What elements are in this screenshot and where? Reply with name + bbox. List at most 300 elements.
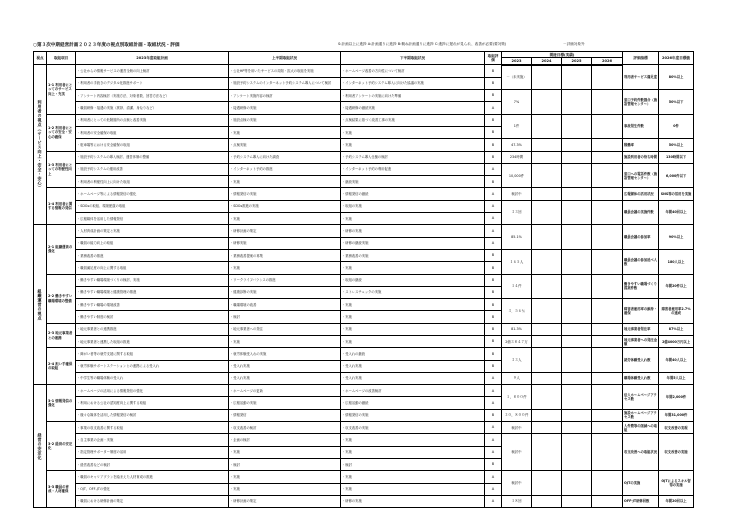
first-half-cell: ・実施 [229, 471, 341, 483]
evaluation-cell: B [485, 114, 502, 126]
value-2026-cell [592, 434, 623, 471]
first-half-cell: ・情報発信 [229, 409, 341, 421]
value-2026-cell [592, 90, 623, 115]
plan-cell: ・職員満足度の向上に関する取組 [76, 262, 229, 274]
metric-cell: 事故発生件数 [623, 114, 659, 139]
target-cell: SNS等の活用を実施 [659, 188, 694, 200]
value-2024-cell [532, 65, 562, 90]
first-half-cell: ・研修実施 [229, 237, 341, 249]
header-indicator-group: 間接目標(実績) [502, 52, 623, 58]
plan-cell: ・働きやすい職場環境づくりの検討、実施 [76, 274, 229, 286]
value-2023-cell: 検討中 [502, 188, 532, 200]
value-2026-cell [592, 336, 623, 348]
value-2025-cell [562, 299, 592, 324]
value-2024-cell [532, 385, 562, 410]
plan-cell: ・SDGsの取組、環境配慮の取組 [76, 200, 229, 212]
second-half-cell: ・実施 [341, 446, 485, 458]
first-half-cell: ・受入れ実施 [229, 360, 341, 372]
table-row [34, 348, 694, 360]
value-2023-cell: 検討中 [502, 434, 532, 471]
target-cell: 年間40回以上 [659, 200, 694, 225]
first-half-cell: ・実施 [229, 336, 341, 348]
target-cell: 80%以上 [659, 65, 694, 90]
second-half-cell: ・実施 [341, 139, 485, 151]
value-2025-cell [562, 151, 592, 163]
plan-cell: ・アンケート内容検討（実施方法、対象者数、回答方法など） [76, 90, 229, 102]
evaluation-cell: B [485, 139, 502, 151]
value-2026-cell [592, 249, 623, 274]
table-row [34, 299, 694, 311]
plan-cell: ・職員の能力向上の取組 [76, 237, 229, 249]
first-half-cell: ・検討 [229, 311, 341, 323]
value-2025-cell [562, 434, 592, 471]
second-half-cell: ・予約システム導入仕様の検討 [341, 151, 485, 163]
metric-cell: 施設ホームページアクセス数 [623, 409, 659, 421]
table-row [34, 471, 694, 483]
table-row [34, 163, 694, 175]
plan-cell: ・利用における公社の認知度向上に関する取組 [76, 397, 229, 409]
table-row [34, 139, 694, 151]
item-cell: 2-2 働きやすい職場環境の整備 [47, 274, 76, 323]
evaluation-cell: B [485, 360, 502, 372]
value-2024-cell [532, 495, 562, 507]
value-2026-cell [592, 372, 623, 384]
second-half-cell: ・実施 [341, 262, 485, 274]
first-half-cell: ・職場環境の改善 [229, 299, 341, 311]
item-cell: 3-2 経営の安定化 [47, 422, 76, 471]
value-2025-cell [562, 495, 592, 507]
table-row [34, 200, 694, 212]
value-2026-cell [592, 225, 623, 250]
second-half-cell: ・実施 [341, 311, 485, 323]
plan-cell: ・経営改善などの検討 [76, 458, 229, 470]
header-second-half: 下半期取組状況 [341, 52, 485, 65]
first-half-cell: ・公社HP等を用いたサービスの周知・拡大の取組を実施 [229, 65, 341, 77]
first-half-cell: ・検討 [229, 458, 341, 470]
value-2025-cell [562, 65, 592, 90]
second-half-cell: ・研修の継続実施 [341, 237, 485, 249]
first-half-cell: ・SDGs推進の実施 [229, 200, 341, 212]
table-row [34, 249, 694, 261]
first-half-cell: ・就労体験受入れの実施 [229, 348, 341, 360]
value-2026-cell [592, 200, 623, 225]
value-2025-cell [562, 385, 592, 410]
metric-cell: 人件費等の削減への取組 [623, 422, 659, 434]
evaluation-cell: B [485, 151, 502, 163]
value-2025-cell [562, 336, 592, 348]
header-year-2024: 2024 [532, 58, 562, 65]
header-perspective: 視点 [34, 52, 47, 65]
metric-cell: 就労体験受入れ数 [623, 348, 659, 373]
evaluation-cell: A [485, 213, 502, 225]
table-row [34, 90, 694, 102]
target-cell: 50%以下 [659, 90, 694, 115]
metric-cell: 施設利用者の待ち時間 [623, 151, 659, 163]
second-half-cell: ・実施 [341, 336, 485, 348]
evaluation-cell: B [485, 299, 502, 311]
value-2024-cell [532, 163, 562, 188]
evaluation-cell: B [485, 77, 502, 89]
evaluation-cell: A [485, 483, 502, 495]
first-half-cell: ・ホームページの更新 [229, 385, 341, 397]
value-2023-cell: 234時間 [502, 151, 532, 163]
value-2026-cell [592, 163, 623, 188]
plan-cell: ・公社からの情報サービスの運営全般の向上検討 [76, 65, 229, 77]
first-half-cell: ・ワークライフバランスの推進 [229, 274, 341, 286]
plan-cell: ・障がい者等の就労支援に関する取組 [76, 348, 229, 360]
value-2023-cell: ３．５６％ [502, 299, 532, 324]
first-half-cell: ・企画の検討 [229, 434, 341, 446]
metric-cell: 稼働率 [623, 139, 659, 151]
value-2026-cell [592, 299, 623, 324]
plan-cell: ・利用者の安全確保の取組 [76, 126, 229, 138]
second-half-cell: ・実施 [341, 126, 485, 138]
second-half-cell: ・継続実施 [341, 176, 485, 188]
value-2024-cell [532, 348, 562, 373]
header-year-2023: 2023 [502, 58, 532, 65]
first-half-cell: ・研修計画の策定 [229, 495, 341, 507]
evaluation-cell: B [485, 274, 502, 286]
table-row [34, 65, 694, 77]
first-half-cell: ・実施 [229, 176, 341, 188]
item-cell: 1-1 利用者にとってのサービス向上・充実 [47, 65, 76, 114]
evaluation-cell: A [485, 102, 502, 114]
target-cell: 87%以上 [659, 323, 694, 335]
metric-cell: 地元事業者発注率 [623, 323, 659, 335]
plan-cell: ・職員のキャリアプランを踏まえた人材育成の推進 [76, 471, 229, 483]
first-half-cell: ・広報活動の実施 [229, 397, 341, 409]
second-half-cell: ・受入れの継続 [341, 348, 485, 360]
value-2026-cell [592, 471, 623, 496]
value-2023-cell: １４件 [502, 274, 532, 299]
first-half-cell: ・受入れ実施 [229, 372, 341, 384]
first-half-cell: ・接遇研修の実施 [229, 102, 341, 114]
second-half-cell: ・点検結果に基づく改善工事の実施 [341, 114, 485, 126]
value-2023-cell: ３３人 [502, 348, 532, 373]
value-2024-cell [532, 299, 562, 324]
value-2026-cell [592, 274, 623, 299]
value-2023-cell: ３０，８００件 [502, 409, 532, 421]
plan-cell: ・人材育成計画の策定と実施 [76, 225, 229, 237]
header-item: 取組項目 [47, 52, 76, 65]
plan-cell: ・利用者の利便性向上に向けた取組 [76, 176, 229, 188]
value-2026-cell [592, 348, 623, 373]
metric-cell: 障害者雇用率の維持・確保 [623, 299, 659, 324]
value-2023-cell: １６５人 [502, 249, 532, 274]
metric-cell: 地元事業者への発注金額 [623, 336, 659, 348]
value-2024-cell [532, 336, 562, 348]
table-row [34, 323, 694, 335]
value-2023-cell: 85.1% [502, 225, 532, 250]
evaluation-cell: B [485, 458, 502, 470]
item-cell: 1-4 利用者に関する情報の発信 [47, 188, 76, 225]
second-half-cell: ・ストレスチェックの実施 [341, 286, 485, 298]
evaluation-cell: B [485, 176, 502, 188]
metric-cell: 職員会議の参加延べ人数 [623, 249, 659, 274]
evaluation-cell: A [485, 422, 502, 434]
item-cell: 1-2 利用者にとっての安全・安心の確保 [47, 114, 76, 151]
first-half-cell: ・点検実施 [229, 139, 341, 151]
second-half-cell: ・受入れ実施 [341, 360, 485, 372]
value-2024-cell [532, 225, 562, 250]
plan-cell: ・就労体験サポートステーションとの連携による受入れ [76, 360, 229, 372]
plan-cell: ・指定管理サポーター制度の活用 [76, 446, 229, 458]
value-2026-cell [592, 495, 623, 507]
plan-cell: ・利用者にとっての危険箇所の点検と改善実施 [76, 114, 229, 126]
plan-cell: ・OJT、OFF-JTの強化 [76, 483, 229, 495]
value-2025-cell [562, 163, 592, 188]
evaluation-table [33, 51, 694, 508]
value-2025-cell [562, 372, 592, 384]
target-cell: 年間40人以上 [659, 348, 694, 373]
value-2026-cell [592, 188, 623, 200]
first-half-cell: ・業務改善提案の募集 [229, 249, 341, 261]
metric-cell: 働きやすい職場づくり提案件数 [623, 274, 659, 299]
target-cell: 0件 [659, 114, 694, 139]
value-2025-cell [562, 409, 592, 421]
no-evaluation-note: －評価対象外 [563, 42, 585, 46]
plan-cell: ・地元事業者と連携した取組の推進 [76, 336, 229, 348]
value-2025-cell [562, 225, 592, 250]
value-2023-cell: １８回 [502, 495, 532, 507]
evaluation-cell: B [485, 348, 502, 360]
value-2023-cell: ３３回 [502, 200, 532, 225]
evaluation-cell: A [485, 495, 502, 507]
metric-cell: 職場体験受入れ数 [623, 372, 659, 384]
value-2024-cell [532, 249, 562, 274]
item-cell: 2-4 担い手確保の取組 [47, 348, 76, 385]
plan-cell: ・地元事業者との連携推進 [76, 323, 229, 335]
value-2025-cell [562, 323, 592, 335]
header-plan: 2023年度取組計画 [76, 52, 229, 65]
target-cell: 年間20件以上 [659, 274, 694, 299]
metric-cell: OFF-JT研修回数 [623, 495, 659, 507]
second-half-cell: ・実施 [341, 434, 485, 446]
evaluation-cell: A [485, 385, 502, 397]
header-metric: 評価指標 [623, 52, 659, 65]
second-half-cell: ・実施 [341, 213, 485, 225]
second-half-cell: ・受入れ実施 [341, 372, 485, 384]
second-half-cell: ・実施 [341, 299, 485, 311]
evaluation-cell: A [485, 237, 502, 249]
value-2025-cell [562, 139, 592, 151]
value-2024-cell [532, 323, 562, 335]
value-2024-cell [532, 274, 562, 299]
target-cell: 130時間以下 [659, 151, 694, 163]
plan-cell: ・中学生等の職場体験の受入れ [76, 372, 229, 384]
value-2025-cell [562, 200, 592, 225]
second-half-cell: ・接遇研修の継続実施 [341, 102, 485, 114]
value-2023-cell: 1件 [502, 114, 532, 139]
table-row [34, 372, 694, 384]
value-2024-cell [532, 151, 562, 163]
evaluation-cell: A [485, 372, 502, 384]
target-cell: 180人以上 [659, 249, 694, 274]
evaluation-cell: A [485, 471, 502, 483]
second-half-cell: ・インターネット予約の利用促進 [341, 163, 485, 175]
table-row [34, 409, 694, 421]
plan-cell: ・働きやすい制度の検討 [76, 311, 229, 323]
plan-cell: ・様々な媒体を活用した情報発信の検討 [76, 409, 229, 421]
value-2026-cell [592, 139, 623, 151]
perspective-cell: 利用者の視点（サービス向上・安全・安心） [34, 65, 47, 225]
plan-cell: ・利用者の手続きのデジタル化推進サポート [76, 77, 229, 89]
value-2025-cell [562, 188, 592, 200]
first-half-cell: ・地元事業者への発注 [229, 323, 341, 335]
target-cell: OJTによるスキル習得の実施 [659, 471, 694, 496]
table-row [34, 114, 694, 126]
evaluation-cell: B [485, 323, 502, 335]
plan-cell: ・広報媒体を活用した情報発信 [76, 213, 229, 225]
header-evaluation: 取組評価 [485, 52, 502, 65]
plan-cell: ・ホームページの活用による情報発信の強化 [76, 385, 229, 397]
header-target: 2026年度目標値 [659, 52, 694, 65]
metric-cell: 窓口への電話件数（施設管理センター） [623, 163, 659, 188]
evaluation-cell: A [485, 397, 502, 409]
second-half-cell: ・利用者アンケートの実施に向けた準備 [341, 90, 485, 102]
metric-cell: 職員会議の実施件数 [623, 200, 659, 225]
second-half-cell: ・情報発信の継続 [341, 188, 485, 200]
value-2026-cell [592, 409, 623, 421]
second-half-cell: ・インターネット予約システム導入に向けた協議の実施 [341, 77, 485, 89]
evaluation-cell: B [485, 409, 502, 421]
metric-cell: 利用者サービス満足度 [623, 65, 659, 90]
value-2024-cell [532, 422, 562, 434]
header-year-2026: 2026 [592, 58, 623, 65]
evaluation-cell: A [485, 188, 502, 200]
value-2023-cell: －（未実施） [502, 65, 532, 90]
metric-cell: 窓口予約件数割合（施設管理センター） [623, 90, 659, 115]
table-row [34, 434, 694, 446]
target-cell: 年間5人以上 [659, 372, 694, 384]
target-cell: 収支改善の実現 [659, 422, 694, 434]
second-half-cell: ・取組の継続 [341, 274, 485, 286]
plan-cell: ・働きやすい職場の環境改善 [76, 299, 229, 311]
second-half-cell: ・業務改善の実施 [341, 249, 485, 261]
second-half-cell: ・実施 [341, 483, 485, 495]
target-cell: 6,000件以下 [659, 163, 694, 188]
plan-cell: ・事業の収支改善に関する取組 [76, 422, 229, 434]
item-cell: 2-1 組織運営の強化 [47, 225, 76, 274]
first-half-cell: ・研修計画の策定 [229, 225, 341, 237]
target-cell: 障害者雇用率2.7%の達成 [659, 299, 694, 324]
target-cell: 年間31,000件 [659, 409, 694, 421]
document-title: ○第３次中期経営計画２０２３年度の視点別取組計画・取組状況・評価 [33, 43, 180, 48]
value-2025-cell [562, 348, 592, 373]
plan-cell: ・働きやすい職場環境と健康管理の推進 [76, 286, 229, 298]
first-half-cell: ・施設予約システムのインターネット予約システム導入について検討 [229, 77, 341, 89]
value-2023-cell: 2億３８４７万 [502, 336, 532, 348]
metric-cell: 職員会議の参加率 [623, 225, 659, 250]
value-2025-cell [562, 90, 592, 115]
value-2024-cell [532, 409, 562, 421]
target-cell: 50%以上 [659, 139, 694, 151]
value-2026-cell [592, 151, 623, 163]
item-cell: 1-3 利用者にとっての利便性向上 [47, 151, 76, 188]
table-row [34, 385, 694, 397]
value-2024-cell [532, 90, 562, 115]
table-row [34, 495, 694, 507]
first-half-cell: ・実施 [229, 446, 341, 458]
evaluation-cell: A [485, 446, 502, 458]
plan-cell: ・施設予約システムの運用改善 [76, 163, 229, 175]
target-cell: 90%以上 [659, 225, 694, 250]
evaluation-cell: B [485, 311, 502, 323]
table-row [34, 188, 694, 200]
metric-cell: 収支改善への取組状況 [623, 434, 659, 471]
first-half-cell: ・情報発信の実施 [229, 188, 341, 200]
perspective-cell: 経営の安定化 [34, 385, 47, 508]
evaluation-cell: B [485, 126, 502, 138]
plan-cell: ・業務改善の推進 [76, 249, 229, 261]
plan-cell: ・施設予約システムの導入検討、運営体制の整備 [76, 151, 229, 163]
perspective-cell: 組織運営の視点 [34, 225, 47, 385]
table-row [34, 151, 694, 163]
value-2023-cell: 47.3% [502, 139, 532, 151]
value-2024-cell [532, 471, 562, 496]
table-row [34, 225, 694, 237]
second-half-cell: ・研修の実施 [341, 495, 485, 507]
plan-cell: ・駐車場等における安全確保の取組 [76, 139, 229, 151]
value-2025-cell [562, 114, 592, 139]
second-half-cell: ・取組の実施 [341, 200, 485, 212]
evaluation-cell: B [485, 336, 502, 348]
header-year-2025: 2025 [562, 58, 592, 65]
target-cell: 年間2,000件 [659, 385, 694, 410]
value-2024-cell [532, 114, 562, 139]
second-half-cell: ・収支改善の実施 [341, 422, 485, 434]
first-half-cell: ・実施 [229, 483, 341, 495]
value-2026-cell [592, 65, 623, 90]
item-cell: 3-1 情報発信の強化 [47, 385, 76, 422]
value-2024-cell [532, 139, 562, 151]
value-2023-cell: １，８００件 [502, 385, 532, 410]
second-half-cell: ・ホームページの改善検討 [341, 385, 485, 397]
target-cell: 年間20回以上 [659, 495, 694, 507]
evaluation-cell: B [485, 286, 502, 298]
first-half-cell: ・実施 [229, 213, 341, 225]
table-body [34, 65, 694, 508]
value-2025-cell [562, 274, 592, 299]
value-2024-cell [532, 434, 562, 471]
value-2023-cell: 81.3% [502, 323, 532, 335]
item-cell: 3-3 職員の育成・人材確保 [47, 471, 76, 508]
value-2023-cell: ９人 [502, 372, 532, 384]
evaluation-cell: A [485, 225, 502, 237]
value-2024-cell [532, 200, 562, 225]
evaluation-legend: S:計画以上に進捗 A:計画通りに進捗 B:概ね計画通りに進捗 C:進捗に遅れが見られ、改善が必要(要対策) [338, 42, 507, 46]
value-2023-cell: 10,000件 [502, 163, 532, 188]
second-half-cell: ・実施 [341, 323, 485, 335]
first-half-cell: ・アンケート実施内容の検討 [229, 90, 341, 102]
table-row [34, 422, 694, 434]
metric-cell: 法人ホームページアクセス数 [623, 385, 659, 410]
value-2023-cell: 検討中 [502, 422, 532, 434]
target-cell: 収支改善の実施 [659, 434, 694, 471]
value-2024-cell [532, 188, 562, 200]
value-2024-cell [532, 372, 562, 384]
evaluation-cell: B [485, 262, 502, 274]
second-half-cell: ・実施 [341, 471, 485, 483]
second-half-cell: ・検討 [341, 458, 485, 470]
value-2023-cell: 検討中 [502, 471, 532, 496]
second-half-cell: ・広報活動の継続 [341, 397, 485, 409]
value-2026-cell [592, 114, 623, 139]
second-half-cell: ・ホームページ改善の方向性について検討 [341, 65, 485, 77]
value-2026-cell [592, 323, 623, 335]
evaluation-cell: B [485, 90, 502, 102]
second-half-cell: ・情報発信の実施 [341, 409, 485, 421]
